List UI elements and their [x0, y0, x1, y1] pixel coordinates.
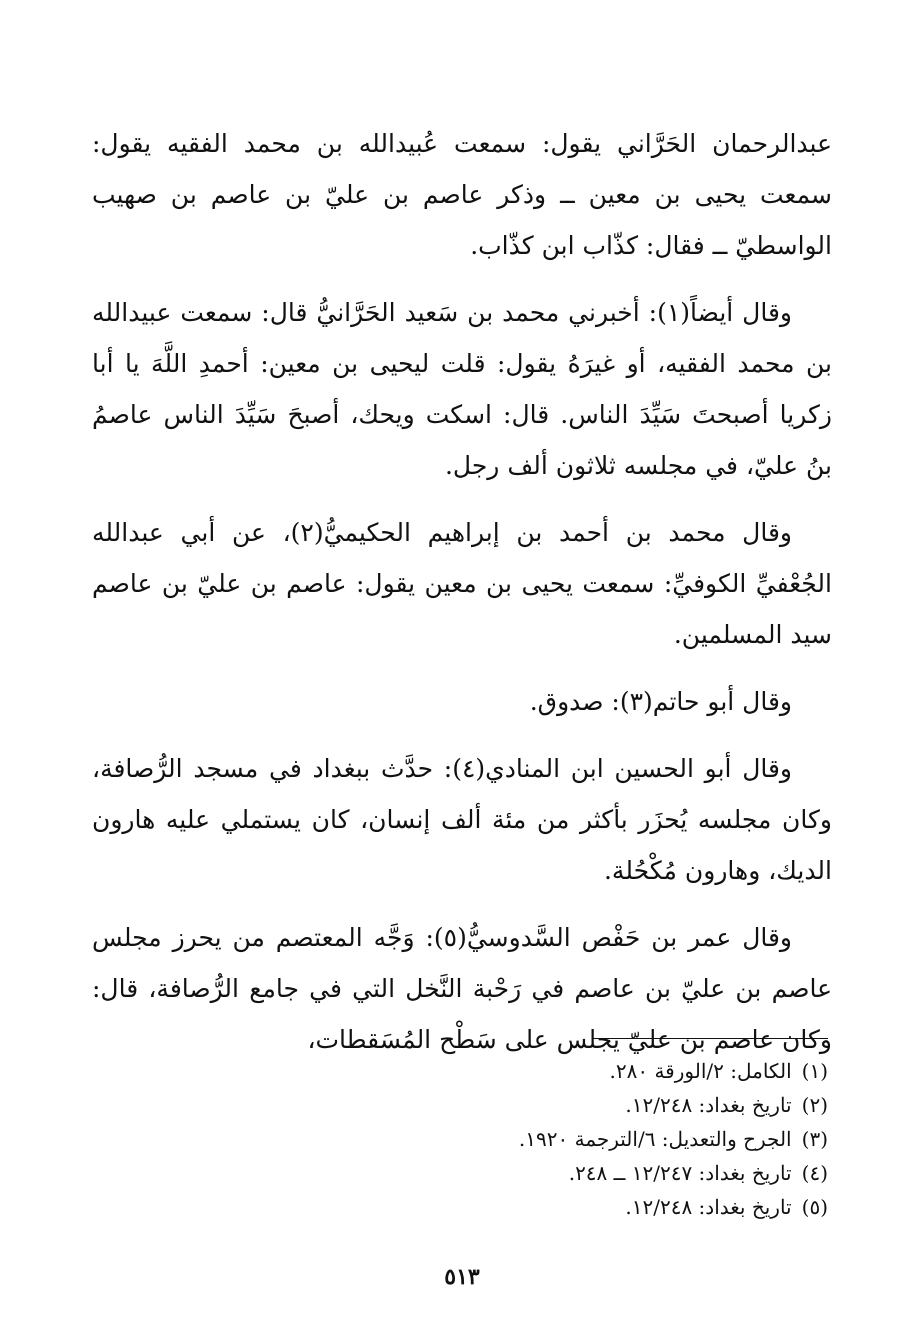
footnote-number: (٣) — [801, 1127, 828, 1151]
footnote-number: (١) — [801, 1059, 828, 1083]
footnote-number: (٢) — [801, 1093, 828, 1117]
page-number: ٥١٣ — [444, 1264, 480, 1290]
paragraph-5: وقال أبو الحسين ابن المنادي(٤): حدَّث ببغداد في مسجد الرُّصافة، وكان مجلسه يُحزَر بأكثر من مئة ألف إنسان، كان يستملي عليه هارون الديك، وهارون مُكْحُلة. — [92, 754, 832, 885]
paragraph-3: وقال محمد بن أحمد بن إبراهيم الحكيميُّ(٢)، عن أبي عبدالله الجُعْفيِّ الكوفيِّ: سمعت يحيى بن معين يقول: عاصم بن عليّ بن عاصم سيد المسلمين. — [92, 518, 832, 649]
footnote-text: تاريخ بغداد: ١٢/٢٤٨. — [625, 1195, 792, 1219]
footnote-3 — [328, 1122, 828, 1156]
footnote-text: تاريخ بغداد: ١٢/٢٤٧ ــ ٢٤٨. — [568, 1161, 792, 1185]
footnote-number: (٥) — [801, 1195, 828, 1219]
footnote-number: (٤) — [801, 1161, 828, 1185]
footnote-text: الجرح والتعديل: ٦/الترجمة ١٩٢٠. — [518, 1127, 792, 1151]
footnotes — [328, 1054, 828, 1224]
footnote-text: الكامل: ٢/الورقة ٢٨٠. — [609, 1059, 792, 1083]
footnote-1 — [328, 1054, 828, 1088]
footnote-separator — [592, 1038, 828, 1039]
footnote-4 — [328, 1156, 828, 1190]
footnote-2 — [328, 1088, 828, 1122]
paragraph-6: وقال عمر بن حَفْص السَّدوسيُّ(٥): وَجَّه المعتصم من يحرز مجلس عاصم بن عليّ بن عاصم في رَحْبة النَّخل التي في جامع الرُّصافة، قال: وكان عاصم بن عليّ يجلس على سَطْح المُسَقطات، — [92, 923, 832, 1054]
main-text — [92, 118, 832, 1081]
paragraph-1: عبدالرحمان الحَرَّاني يقول: سمعت عُبيدالله بن محمد الفقيه يقول: سمعت يحيى بن معين ــ وذكر عاصم بن عليّ بن عاصم بن صهيب الواسطيّ ــ فقال: كذّاب ابن كذّاب. — [92, 129, 832, 260]
paragraph-2: وقال أيضاً(١): أخبرني محمد بن سَعيد الحَرَّانيُّ قال: سمعت عبيدالله بن محمد الفقيه، أو غيرَهُ يقول: قلت ليحيى بن معين: أحمدِ اللَّهَ يا أبا زكريا أصبحتَ سَيِّدَ الناس. قال: اسكت ويحك، أصبحَ سَيِّدَ الناس عاصمُ بنُ عليّ، في مجلسه ثلاثون ألف رجل. — [92, 298, 832, 480]
footnote-5 — [328, 1190, 828, 1224]
footnote-text: تاريخ بغداد: ١٢/٢٤٨. — [625, 1093, 792, 1117]
paragraph-4: وقال أبو حاتم(٣): صدوق. — [529, 687, 792, 716]
